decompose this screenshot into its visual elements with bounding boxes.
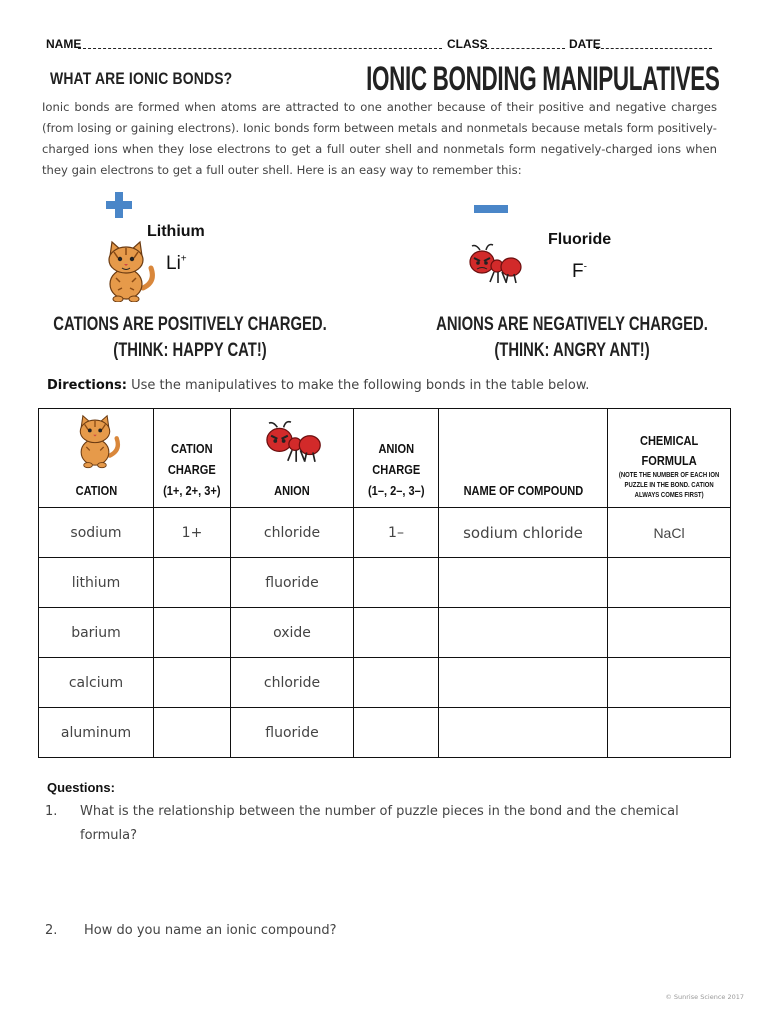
cell-cation-charge[interactable]: 1+ — [154, 508, 231, 558]
page-title: IONIC BONDING MANIPULATIVES — [366, 60, 720, 98]
cell-anion-charge[interactable] — [354, 708, 439, 758]
cell-cation: sodium — [39, 508, 154, 558]
cell-anion-charge[interactable] — [354, 558, 439, 608]
cell-anion: fluoride — [231, 558, 354, 608]
cell-anion: oxide — [231, 608, 354, 658]
ant-icon — [261, 419, 323, 465]
header-anion-charge — [354, 409, 439, 508]
ant-icon — [466, 242, 522, 286]
question-2: How do you name an ionic compound? — [84, 923, 337, 938]
section-heading: WHAT ARE IONIC BONDS? — [50, 69, 233, 88]
cell-formula[interactable] — [608, 558, 731, 608]
header-compound — [439, 409, 608, 508]
cell-compound[interactable]: sodium chloride — [439, 508, 608, 558]
cell-anion-charge[interactable]: 1– — [354, 508, 439, 558]
anion-symbol: F- — [572, 261, 587, 282]
header-anion-charge-l2: CHARGE — [372, 462, 420, 477]
cell-anion: chloride — [231, 508, 354, 558]
copyright: © Sunrise Science 2017 — [665, 993, 744, 1001]
cation-note-line2: (THINK: HAPPY CAT!) — [113, 340, 267, 361]
name-field[interactable] — [78, 38, 442, 49]
cation-note-line1: CATIONS ARE POSITIVELY CHARGED. — [53, 314, 327, 335]
plus-icon — [106, 192, 132, 218]
class-field[interactable] — [481, 38, 565, 49]
question-1-line1: What is the relationship between the number of puzzle pieces in the bond and the chemical — [80, 804, 679, 819]
question-1-line2: formula? — [80, 828, 138, 843]
table-header-row — [39, 409, 731, 508]
header-formula-note1: (NOTE THE NUMBER OF EACH ION — [618, 472, 720, 479]
header-cation-charge — [154, 409, 231, 508]
header-formula-l2: FORMULA — [641, 453, 697, 468]
cell-cation: barium — [39, 608, 154, 658]
date-label: DATE — [569, 37, 601, 51]
question-1-number: 1. — [45, 804, 58, 819]
table-row — [39, 508, 731, 558]
anion-note-line2: (THINK: ANGRY ANT!) — [494, 340, 650, 361]
header-cation-label: CATION — [75, 483, 117, 498]
header-compound-label: NAME OF COMPOUND — [463, 483, 583, 498]
cation-name: Lithium — [147, 223, 205, 240]
intro-paragraph: Ionic bonds are formed when atoms are attracted to one another because of their positive and negative charges (from losing or gaining electrons). Ionic bonds form between metals and nonmetals because metals form positively-charged ions when they lose electrons to get a full outer shell and nonmetals form negatively-charged ions when they gain electrons to get a full outer shell. Here is an easy way to remember this: — [42, 100, 717, 177]
cell-anion: fluoride — [231, 708, 354, 758]
header-anion-label: ANION — [274, 483, 310, 498]
cell-anion: chloride — [231, 658, 354, 708]
cell-compound[interactable] — [439, 608, 608, 658]
cell-compound[interactable] — [439, 558, 608, 608]
cell-cation: lithium — [39, 558, 154, 608]
questions-heading: Questions: — [47, 780, 115, 795]
cell-cation-charge[interactable] — [154, 708, 231, 758]
header-anion-charge-l3: (1–, 2–, 3–) — [367, 483, 425, 498]
cell-cation: aluminum — [39, 708, 154, 758]
header-cation — [39, 409, 154, 508]
table-row — [39, 558, 731, 608]
cation-note — [50, 312, 331, 364]
directions-label: Directions: — [47, 378, 127, 393]
header-anion-charge-l1: ANION — [378, 441, 414, 456]
cell-anion-charge[interactable] — [354, 608, 439, 658]
header-formula-note2: PUZZLE IN THE BOND. CATION — [624, 482, 714, 489]
header-anion — [231, 409, 354, 508]
anion-note — [432, 312, 713, 364]
cell-formula[interactable] — [608, 658, 731, 708]
cation-symbol: Li+ — [166, 253, 187, 274]
table-row — [39, 608, 731, 658]
header-formula-l1: CHEMICAL — [639, 433, 699, 448]
bonds-table — [38, 408, 731, 758]
minus-icon — [474, 205, 508, 214]
cell-cation-charge[interactable] — [154, 608, 231, 658]
header-cation-charge-l2: CHARGE — [168, 462, 216, 477]
cell-cation: calcium — [39, 658, 154, 708]
cat-icon — [96, 238, 156, 302]
name-label: NAME — [46, 37, 82, 51]
date-field[interactable] — [596, 38, 712, 49]
cell-formula[interactable] — [608, 608, 731, 658]
anion-name: Fluoride — [548, 231, 612, 248]
cell-formula[interactable] — [608, 708, 731, 758]
cell-compound[interactable] — [439, 658, 608, 708]
cell-compound[interactable] — [439, 708, 608, 758]
cell-cation-charge[interactable] — [154, 558, 231, 608]
anion-note-line1: ANIONS ARE NEGATIVELY CHARGED. — [436, 314, 708, 335]
cell-cation-charge[interactable] — [154, 658, 231, 708]
cell-formula[interactable]: NaCl — [608, 508, 731, 558]
header-formula — [608, 409, 731, 508]
table-row — [39, 708, 731, 758]
header-cation-charge-l1: CATION — [171, 441, 213, 456]
question-1 — [80, 800, 720, 848]
table-row — [39, 658, 731, 708]
header-formula-note3: ALWAYS COMES FIRST) — [634, 492, 704, 499]
directions-text: Use the manipulatives to make the following bonds in the table below. — [131, 378, 590, 393]
cat-icon — [69, 411, 121, 469]
header-cation-charge-l3: (1+, 2+, 3+) — [163, 483, 221, 498]
cell-anion-charge[interactable] — [354, 658, 439, 708]
class-label: CLASS — [447, 37, 488, 51]
question-2-number: 2. — [45, 923, 58, 938]
directions — [47, 378, 589, 393]
